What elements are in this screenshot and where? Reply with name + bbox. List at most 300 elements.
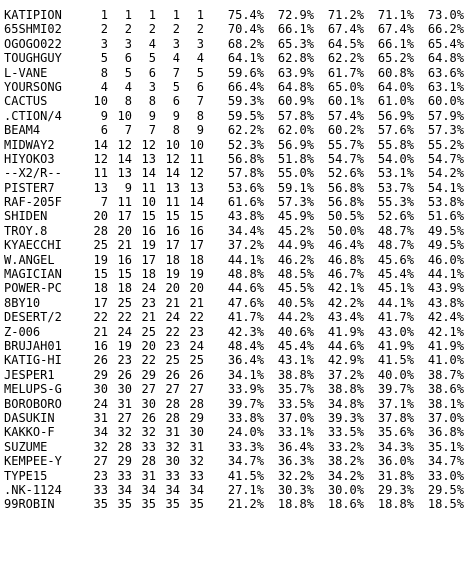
rank-cell: 16: [141, 223, 156, 238]
rank-cell: 28: [189, 396, 204, 411]
percent-cell: 36.8%: [427, 425, 464, 440]
rank-cell: 33: [189, 468, 204, 483]
rank-cell: 30: [117, 382, 132, 397]
percent-cell: 71.2%: [327, 8, 364, 22]
percent-cell: 52.3%: [227, 137, 264, 152]
rank-cell: 9: [196, 123, 204, 138]
rank-cell: 23: [189, 324, 204, 339]
percent-cell: 57.3%: [277, 195, 314, 210]
rank-cell: 24: [141, 281, 156, 296]
percent-cell: 62.8%: [277, 51, 314, 66]
percent-cell: 57.8%: [277, 108, 314, 123]
percent-cell: 34.1%: [227, 367, 264, 382]
percent-cell: 48.7%: [377, 223, 414, 238]
rank-cell: 18: [165, 252, 180, 267]
rank-cell: 7: [172, 65, 180, 80]
entry-name: BEAM4: [4, 123, 41, 138]
rank-cell: 25: [189, 353, 204, 368]
percent-cell: 57.4%: [327, 108, 364, 123]
percent-cell: 36.4%: [227, 353, 264, 368]
percent-cell: 34.2%: [327, 468, 364, 483]
rank-cell: 32: [165, 439, 180, 454]
percent-cell: 18.5%: [427, 497, 464, 512]
rank-cell: 9: [100, 108, 108, 123]
percent-cell: 49.5%: [427, 223, 464, 238]
entry-name: BRUJAH01: [4, 338, 62, 353]
rank-cell: 13: [165, 180, 180, 195]
percent-cell: 66.4%: [227, 79, 264, 94]
percent-cell: 50.5%: [327, 209, 364, 224]
percent-cell: 44.6%: [227, 281, 264, 296]
rank-cell: 20: [93, 209, 108, 224]
percent-cell: 29.5%: [427, 482, 464, 497]
rank-cell: 15: [189, 209, 204, 224]
percent-cell: 60.2%: [327, 123, 364, 138]
percent-cell: 68.2%: [227, 36, 264, 51]
percent-cell: 39.7%: [377, 382, 414, 397]
percent-cell: 34.8%: [327, 396, 364, 411]
rank-cell: 25: [141, 324, 156, 339]
percent-cell: 33.1%: [277, 425, 314, 440]
percent-cell: 66.1%: [377, 36, 414, 51]
rank-cell: 25: [117, 295, 132, 310]
percent-cell: 55.8%: [377, 137, 414, 152]
rank-cell: 35: [141, 497, 156, 512]
rank-cell: 28: [165, 396, 180, 411]
entry-name: TROY.8: [4, 223, 48, 238]
entry-name: MELUPS-G: [4, 382, 62, 397]
rank-cell: 7: [124, 123, 132, 138]
rank-cell: 19: [189, 267, 204, 282]
rank-cell: 13: [141, 151, 156, 166]
entry-name: Z-006: [4, 324, 41, 339]
rank-cell: 7: [100, 195, 108, 210]
rank-cell: 30: [93, 382, 108, 397]
percent-cell: 56.8%: [227, 151, 264, 166]
rank-cell: 31: [117, 396, 132, 411]
percent-cell: 48.5%: [277, 267, 314, 282]
percent-cell: 33.8%: [227, 410, 264, 425]
percent-cell: 42.1%: [327, 281, 364, 296]
rank-cell: 14: [93, 137, 108, 152]
rank-cell: 16: [93, 338, 108, 353]
rank-cell: 1: [100, 8, 108, 22]
percent-cell: 43.1%: [277, 353, 314, 368]
percent-cell: 63.6%: [427, 65, 464, 80]
percent-cell: 41.5%: [227, 468, 264, 483]
percent-cell: 70.4%: [227, 22, 264, 37]
percent-cell: 29.3%: [377, 482, 414, 497]
rank-cell: 30: [141, 396, 156, 411]
rank-cell: 19: [165, 267, 180, 282]
percent-cell: 43.9%: [427, 281, 464, 296]
rank-cell: 12: [93, 151, 108, 166]
percent-cell: 66.1%: [277, 22, 314, 37]
rank-cell: 8: [100, 65, 108, 80]
percent-cell: 33.3%: [227, 439, 264, 454]
percent-cell: 43.8%: [227, 209, 264, 224]
rank-cell: 28: [93, 223, 108, 238]
percent-cell: 33.5%: [327, 425, 364, 440]
percent-cell: 60.8%: [377, 65, 414, 80]
rank-cell: 10: [165, 137, 180, 152]
percent-cell: 55.0%: [277, 166, 314, 181]
percent-cell: 33.0%: [427, 468, 464, 483]
rank-cell: 12: [117, 137, 132, 152]
rank-cell: 8: [148, 94, 156, 109]
rank-cell: 15: [117, 267, 132, 282]
rank-cell: 15: [93, 267, 108, 282]
percent-cell: 45.4%: [277, 338, 314, 353]
rank-cell: 22: [189, 310, 204, 325]
rank-cell: 1: [124, 8, 132, 22]
rank-cell: 3: [148, 79, 156, 94]
rank-cell: 4: [100, 79, 108, 94]
percent-cell: 21.2%: [227, 497, 264, 512]
rank-cell: 10: [189, 137, 204, 152]
percent-cell: 55.2%: [427, 137, 464, 152]
percent-cell: 63.9%: [277, 65, 314, 80]
percent-cell: 18.8%: [377, 497, 414, 512]
percent-cell: 45.2%: [277, 223, 314, 238]
percent-cell: 41.7%: [377, 310, 414, 325]
percent-cell: 60.9%: [277, 94, 314, 109]
percent-cell: 64.5%: [327, 36, 364, 51]
entry-name: TOUGHGUY: [4, 51, 62, 66]
entry-name: TYPE15: [4, 468, 48, 483]
rank-cell: 26: [165, 367, 180, 382]
percent-cell: 64.1%: [227, 51, 264, 66]
percent-cell: 54.2%: [427, 166, 464, 181]
percent-cell: 40.5%: [277, 295, 314, 310]
percent-cell: 52.6%: [377, 209, 414, 224]
rank-cell: 35: [93, 497, 108, 512]
percent-cell: 62.0%: [277, 123, 314, 138]
percent-cell: 38.2%: [327, 454, 364, 469]
entry-name: BOROBORO: [4, 396, 62, 411]
entry-name: OGOGO022: [4, 36, 62, 51]
rank-cell: 6: [172, 94, 180, 109]
rank-cell: 30: [165, 454, 180, 469]
rank-cell: 11: [117, 195, 132, 210]
entry-name: PISTER7: [4, 180, 55, 195]
rank-cell: 19: [117, 338, 132, 353]
percent-cell: 61.0%: [377, 94, 414, 109]
percent-cell: 36.4%: [277, 439, 314, 454]
percent-cell: 50.0%: [327, 223, 364, 238]
rank-cell: 5: [172, 79, 180, 94]
percent-cell: 27.1%: [227, 482, 264, 497]
rank-cell: 3: [124, 36, 132, 51]
percent-cell: 38.7%: [427, 367, 464, 382]
rank-cell: 12: [165, 151, 180, 166]
percent-cell: 53.8%: [427, 195, 464, 210]
percent-cell: 46.7%: [327, 267, 364, 282]
percent-cell: 71.1%: [377, 8, 414, 22]
percent-cell: 56.9%: [277, 137, 314, 152]
rank-cell: 15: [165, 209, 180, 224]
rank-cell: 26: [189, 367, 204, 382]
rank-cell: 33: [93, 482, 108, 497]
percent-cell: 59.3%: [227, 94, 264, 109]
percent-cell: 42.2%: [327, 295, 364, 310]
entry-name: KATIG-HI: [4, 353, 62, 368]
percent-cell: 54.7%: [327, 151, 364, 166]
rank-cell: 20: [141, 338, 156, 353]
rank-cell: 34: [117, 482, 132, 497]
entry-name: 65SHMI02: [4, 22, 62, 37]
percent-cell: 45.6%: [377, 252, 414, 267]
percent-cell: 36.0%: [377, 454, 414, 469]
rank-cell: 2: [148, 22, 156, 37]
rank-cell: 14: [165, 166, 180, 181]
entry-name: KEMPEE-Y: [4, 454, 62, 469]
percent-cell: 44.1%: [227, 252, 264, 267]
percent-cell: 54.7%: [427, 151, 464, 166]
rank-cell: 24: [117, 324, 132, 339]
percent-cell: 44.2%: [277, 310, 314, 325]
percent-cell: 40.6%: [277, 324, 314, 339]
percent-cell: 35.7%: [277, 382, 314, 397]
rank-cell: 5: [124, 65, 132, 80]
rank-cell: 22: [165, 324, 180, 339]
rank-cell: 34: [93, 425, 108, 440]
percent-cell: 18.6%: [327, 497, 364, 512]
percent-cell: 59.6%: [227, 65, 264, 80]
percent-cell: 65.4%: [427, 36, 464, 51]
percent-cell: 61.6%: [227, 195, 264, 210]
entry-name: KAKKO-F: [4, 425, 55, 440]
rank-cell: 7: [148, 123, 156, 138]
rank-cell: 21: [117, 238, 132, 253]
rank-cell: 16: [117, 252, 132, 267]
percent-cell: 36.3%: [277, 454, 314, 469]
rank-cell: 22: [117, 310, 132, 325]
rank-cell: 31: [189, 439, 204, 454]
percent-cell: 38.6%: [427, 382, 464, 397]
percent-cell: 34.7%: [227, 454, 264, 469]
rank-cell: 13: [117, 166, 132, 181]
percent-cell: 18.8%: [277, 497, 314, 512]
rank-cell: 2: [172, 22, 180, 37]
percent-cell: 31.8%: [377, 468, 414, 483]
percent-cell: 48.8%: [227, 267, 264, 282]
rank-cell: 13: [189, 180, 204, 195]
percent-cell: 41.7%: [227, 310, 264, 325]
percent-cell: 57.8%: [227, 166, 264, 181]
percent-cell: 32.2%: [277, 468, 314, 483]
rank-cell: 2: [100, 22, 108, 37]
rank-cell: 2: [196, 22, 204, 37]
percent-cell: 59.5%: [227, 108, 264, 123]
percent-cell: 56.8%: [327, 180, 364, 195]
rank-cell: 10: [93, 94, 108, 109]
rank-cell: 29: [93, 367, 108, 382]
rank-cell: 10: [141, 195, 156, 210]
percent-cell: 24.0%: [227, 425, 264, 440]
rank-cell: 17: [189, 238, 204, 253]
entry-name: .NK-1124: [4, 482, 62, 497]
percent-cell: 55.7%: [327, 137, 364, 152]
rank-cell: 18: [141, 267, 156, 282]
percent-cell: 57.6%: [377, 123, 414, 138]
rank-cell: 10: [117, 108, 132, 123]
entry-name: POWER-PC: [4, 281, 62, 296]
entry-name: KYAECCHI: [4, 238, 62, 253]
percent-cell: 35.6%: [377, 425, 414, 440]
rank-cell: 33: [141, 439, 156, 454]
percent-cell: 37.8%: [377, 410, 414, 425]
rank-cell: 23: [93, 468, 108, 483]
percent-cell: 43.0%: [377, 324, 414, 339]
percent-cell: 53.1%: [377, 166, 414, 181]
percent-cell: 42.9%: [327, 353, 364, 368]
rank-cell: 11: [141, 180, 156, 195]
entry-name: SHIDEN: [4, 209, 48, 224]
rank-cell: 2: [124, 22, 132, 37]
rank-cell: 32: [117, 425, 132, 440]
percent-cell: 45.5%: [277, 281, 314, 296]
rank-cell: 6: [100, 123, 108, 138]
entry-name: MIDWAY2: [4, 137, 55, 152]
rank-cell: 28: [165, 410, 180, 425]
percent-cell: 41.9%: [377, 338, 414, 353]
rank-cell: 19: [93, 252, 108, 267]
rank-cell: 6: [196, 79, 204, 94]
percent-cell: 42.4%: [427, 310, 464, 325]
rank-cell: 12: [189, 166, 204, 181]
percent-cell: 61.7%: [327, 65, 364, 80]
rank-cell: 4: [172, 51, 180, 66]
rank-cell: 21: [165, 295, 180, 310]
rank-cell: 11: [165, 195, 180, 210]
rank-cell: 4: [148, 36, 156, 51]
rank-cell: 35: [117, 497, 132, 512]
rank-cell: 8: [124, 94, 132, 109]
percent-cell: 65.0%: [327, 79, 364, 94]
rank-cell: 27: [93, 454, 108, 469]
percent-cell: 46.0%: [427, 252, 464, 267]
percent-cell: 48.4%: [227, 338, 264, 353]
rank-cell: 8: [196, 108, 204, 123]
percent-cell: 48.7%: [377, 238, 414, 253]
rank-cell: 25: [93, 238, 108, 253]
percent-cell: 43.4%: [327, 310, 364, 325]
rank-cell: 11: [93, 166, 108, 181]
percent-cell: 34.3%: [377, 439, 414, 454]
rank-cell: 26: [117, 367, 132, 382]
rank-cell: 7: [196, 94, 204, 109]
percent-cell: 64.0%: [377, 79, 414, 94]
rank-cell: 27: [189, 382, 204, 397]
percent-cell: 30.0%: [327, 482, 364, 497]
percent-cell: 39.7%: [227, 396, 264, 411]
rank-cell: 9: [172, 108, 180, 123]
percent-cell: 45.1%: [377, 281, 414, 296]
rank-cell: 14: [189, 195, 204, 210]
percent-cell: 52.6%: [327, 166, 364, 181]
percent-cell: 62.2%: [327, 51, 364, 66]
rank-cell: 5: [100, 51, 108, 66]
rank-cell: 20: [165, 281, 180, 296]
percent-cell: 30.3%: [277, 482, 314, 497]
rank-cell: 12: [141, 137, 156, 152]
rank-cell: 4: [124, 79, 132, 94]
percent-cell: 46.4%: [327, 238, 364, 253]
rank-cell: 21: [93, 324, 108, 339]
percent-cell: 34.7%: [427, 454, 464, 469]
entry-name: .CTION/4: [4, 108, 62, 123]
rank-cell: 32: [141, 425, 156, 440]
percent-cell: 53.6%: [227, 180, 264, 195]
percent-cell: 45.4%: [377, 267, 414, 282]
percent-cell: 38.8%: [327, 382, 364, 397]
rank-cell: 24: [189, 338, 204, 353]
percent-cell: 63.1%: [427, 79, 464, 94]
rank-cell: 6: [148, 65, 156, 80]
percent-cell: 38.1%: [427, 396, 464, 411]
percent-cell: 40.0%: [377, 367, 414, 382]
percent-cell: 41.9%: [427, 338, 464, 353]
rank-cell: 27: [117, 410, 132, 425]
percent-cell: 60.1%: [327, 94, 364, 109]
rank-cell: 30: [189, 425, 204, 440]
percent-cell: 44.1%: [427, 267, 464, 282]
percent-cell: 57.9%: [427, 108, 464, 123]
percent-cell: 51.6%: [427, 209, 464, 224]
entry-name: YOURSONG: [4, 79, 62, 94]
rank-cell: 24: [93, 396, 108, 411]
entry-name: --X2/R--: [4, 166, 62, 181]
rank-cell: 1: [172, 8, 180, 22]
rank-cell: 5: [148, 51, 156, 66]
percent-cell: 39.3%: [327, 410, 364, 425]
rank-cell: 22: [141, 353, 156, 368]
rank-cell: 11: [189, 151, 204, 166]
percent-cell: 62.2%: [227, 123, 264, 138]
rank-cell: 16: [165, 223, 180, 238]
entry-name: RAF-205F: [4, 195, 62, 210]
rank-cell: 16: [189, 223, 204, 238]
rank-cell: 20: [117, 223, 132, 238]
percent-cell: 33.5%: [277, 396, 314, 411]
rank-cell: 23: [117, 353, 132, 368]
rank-cell: 13: [93, 180, 108, 195]
entry-name: KATIPION: [4, 8, 62, 22]
rank-cell: 21: [189, 295, 204, 310]
rank-cell: 33: [117, 468, 132, 483]
rank-cell: 3: [196, 36, 204, 51]
rank-cell: 31: [93, 410, 108, 425]
rank-cell: 17: [141, 252, 156, 267]
rank-cell: 17: [165, 238, 180, 253]
percent-cell: 33.2%: [327, 439, 364, 454]
entry-name: W.ANGEL: [4, 252, 55, 267]
rank-cell: 34: [165, 482, 180, 497]
rank-cell: 29: [117, 454, 132, 469]
percent-cell: 44.9%: [277, 238, 314, 253]
percent-cell: 53.7%: [377, 180, 414, 195]
rank-cell: 35: [165, 497, 180, 512]
percent-cell: 75.4%: [227, 8, 264, 22]
percent-cell: 64.8%: [427, 51, 464, 66]
rank-cell: 3: [100, 36, 108, 51]
rank-cell: 31: [165, 425, 180, 440]
entry-name: 8BY10: [4, 295, 41, 310]
rank-cell: 18: [117, 281, 132, 296]
rank-cell: 26: [141, 410, 156, 425]
percent-cell: 44.1%: [377, 295, 414, 310]
